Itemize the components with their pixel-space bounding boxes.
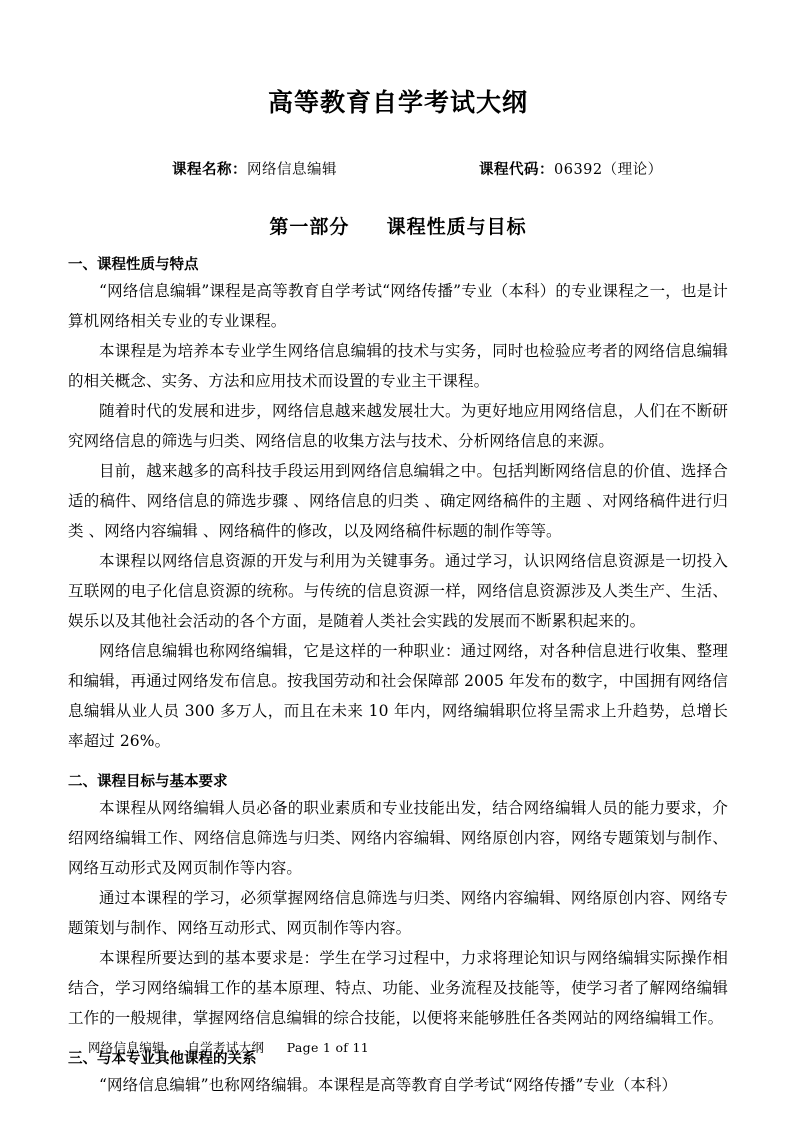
course-code-label: 课程代码：: [479, 162, 554, 178]
paragraph: 通过本课程的学习，必须掌握网络信息筛选与归类、网络内容编辑、网络原创内容、网络专题策划与制作、网络互动形式、网页制作等内容。: [68, 889, 728, 938]
course-code-value: 06392（理论）: [554, 162, 663, 178]
part-title: 课程性质与目标: [386, 216, 527, 239]
section-heading-1: 一、课程性质与特点: [68, 257, 199, 274]
paragraph: 本课程所要达到的基本要求是：学生在学习过程中，力求将理论知识与网络编辑实际操作相结合，学习网络编辑工作的基本原理、特点、功能、业务流程及技能等，使学习者了解网络编辑工作的一般规律，掌握网络信息编辑的综合技能，以便将来能够胜任各类网站的网络编辑工作。: [68, 949, 728, 1028]
footer-page-number: Page 1 of 11: [286, 1040, 369, 1055]
paragraph: “网络信息编辑”也称网络编辑。本课程是高等教育自学考试“网络传播”专业（本科）: [99, 1076, 678, 1095]
course-code-field: [479, 160, 663, 180]
paragraph: 本课程以网络信息资源的开发与利用为关键事务。通过学习，认识网络信息资源是一切投入互联网的电子化信息资源的统称。与传统的信息资源一样，网络信息资源涉及人类生产、生活、娱乐以及其他社会活动的各个方面，是随着人类社会实践的发展而不断累积起来的。: [68, 552, 728, 631]
page-content: [68, 0, 728, 1100]
part-heading: [68, 212, 728, 239]
paragraph: 本课程从网络编辑人员必备的职业素质和专业技能出发，结合网络编辑人员的能力要求，介绍网络编辑工作、网络信息筛选与归类、网络内容编辑、网络原创内容，网络专题策划与制作、网络互动形式及网页制作等内容。: [68, 799, 728, 878]
section-heading-3: 三、与本专业其他课程的关系: [68, 1051, 257, 1068]
section-heading-2: 二、课程目标与基本要求: [68, 774, 228, 791]
page-footer: [88, 1038, 369, 1056]
footer-course-name: 网络信息编辑: [88, 1040, 165, 1055]
course-name-value: 网络信息编辑: [247, 162, 337, 178]
paragraph: 网络信息编辑也称网络编辑，它是这样的一种职业：通过网络，对各种信息进行收集、整理和编辑，再通过网络发布信息。按我国劳动和社会保障部 2005 年发布的数字，中国拥有网络信息编辑从业人员 300 多万人，而且在未来 10 年内，网络编辑职位将呈需求上升趋势，总增长率超过 26%。: [68, 642, 728, 751]
paragraph: 目前，越来越多的高科技手段运用到网络信息编辑之中。包括判断网络信息的价值、选择合适的稿件、网络信息的筛选步骤 、网络信息的归类 、确定网络稿件的主题 、对网络稿件进行归类 、网络内容编辑 、网络稿件的修改，以及网络稿件标题的制作等等。: [68, 462, 728, 541]
course-name-field: [172, 160, 337, 180]
part-number: 第一部分: [269, 216, 350, 239]
paragraph: 本课程是为培养本专业学生网络信息编辑的技术与实务，同时也检验应考者的网络信息编辑的相关概念、实务、方法和应用技术而设置的专业主干课程。: [68, 342, 728, 391]
page-title: 高等教育自学考试大纲: [267, 88, 528, 117]
footer-doc-type: 自学考试大纲: [187, 1040, 265, 1055]
paragraph: “网络信息编辑”课程是高等教育自学考试“网络传播”专业（本科）的专业课程之一，也是计算机网络相关专业的专业课程。: [68, 282, 728, 331]
course-name-label: 课程名称：: [172, 162, 247, 178]
course-meta-row: [68, 160, 728, 180]
paragraph: 随着时代的发展和进步，网络信息越来越发展壮大。为更好地应用网络信息，人们在不断研究网络信息的筛选与归类、网络信息的收集方法与技术、分析网络信息的来源。: [68, 402, 728, 451]
